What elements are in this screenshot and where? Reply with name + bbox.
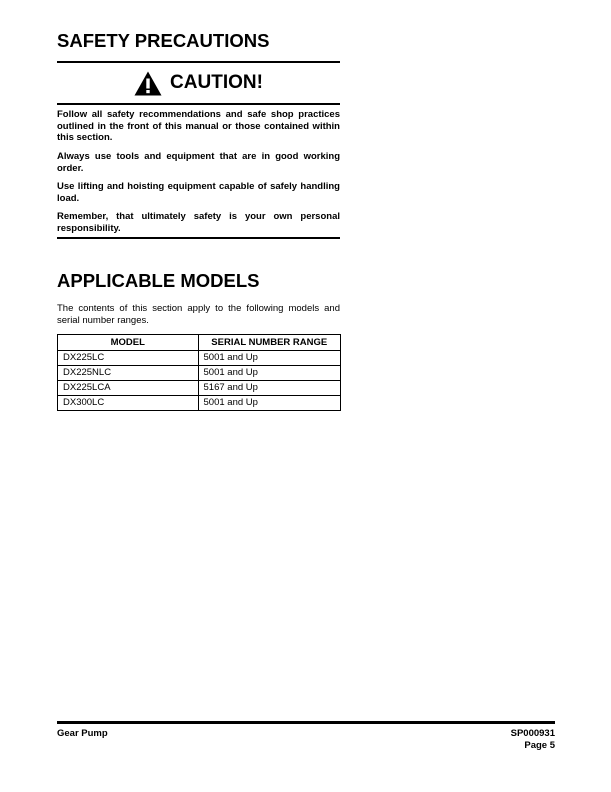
warning-triangle-icon	[134, 71, 162, 96]
serial-range-cell: 5001 and Up	[198, 396, 340, 411]
caution-top-rule	[57, 61, 340, 63]
model-cell: DX225NLC	[58, 366, 199, 381]
section-title-safety: SAFETY PRECAUTIONS	[57, 30, 270, 51]
caution-divider-rule	[57, 103, 340, 105]
caution-label: CAUTION!	[170, 72, 263, 93]
serial-range-cell: 5001 and Up	[198, 351, 340, 366]
caution-header	[57, 66, 340, 100]
model-cell: DX225LCA	[58, 381, 199, 396]
serial-range-cell: 5167 and Up	[198, 381, 340, 396]
model-cell: DX300LC	[58, 396, 199, 411]
footer-rule	[57, 721, 555, 724]
footer-doc-number: SP000931	[510, 728, 555, 739]
safety-paragraph: Follow all safety recommendations and safe shop practices outlined in the front of this manual or those contained within this section.	[57, 109, 340, 143]
table-row	[58, 396, 341, 411]
table-header-row	[58, 335, 341, 351]
table-row	[58, 366, 341, 381]
safety-paragraph: Remember, that ultimately safety is your own personal responsibility.	[57, 211, 340, 234]
serial-range-cell: 5001 and Up	[198, 366, 340, 381]
caution-bottom-rule	[57, 237, 340, 239]
safety-paragraph: Always use tools and equipment that are in good working order.	[57, 151, 340, 174]
table-row	[58, 381, 341, 396]
column-header-serial-range: SERIAL NUMBER RANGE	[198, 335, 340, 351]
footer-page-number: Page 5	[524, 739, 555, 751]
footer-page-info	[511, 728, 555, 751]
safety-paragraph: Use lifting and hoisting equipment capable of safely handling load.	[57, 181, 340, 204]
models-intro: The contents of this section apply to the following models and serial number ranges.	[57, 303, 340, 326]
models-table	[57, 334, 341, 411]
footer-section-name: Gear Pump	[57, 728, 108, 739]
table-row	[58, 351, 341, 366]
section-title-models: APPLICABLE MODELS	[57, 270, 260, 291]
column-header-model: MODEL	[58, 335, 199, 351]
model-cell: DX225LC	[58, 351, 199, 366]
